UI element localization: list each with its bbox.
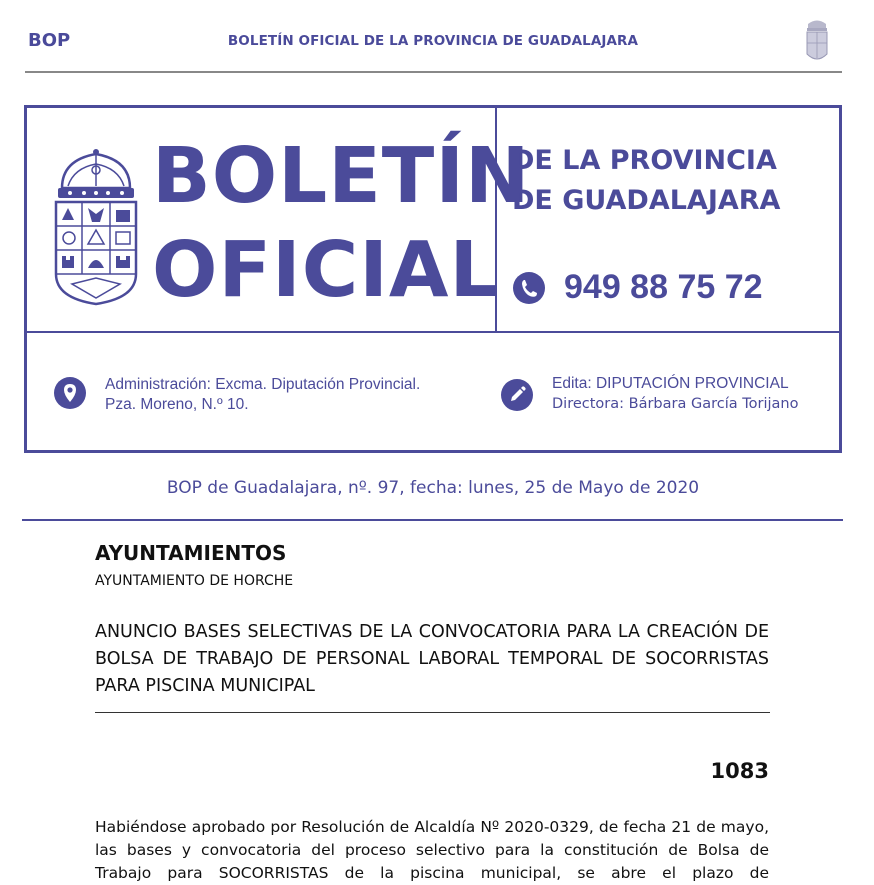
issue-rule xyxy=(22,519,843,521)
coat-of-arms-icon xyxy=(52,148,140,306)
announcement-number: 1083 xyxy=(710,759,769,783)
issue-line: BOP de Guadalajara, nº. 97, fecha: lunes, 25 de Mayo de 2020 xyxy=(166,478,700,498)
masthead-provincia-line2: DE GUADALAJARA xyxy=(512,185,781,216)
running-title: BOLETÍN OFICIAL DE LA PROVINCIA DE GUADALAJARA xyxy=(227,33,639,49)
pencil-icon xyxy=(501,379,533,411)
bop-mark: BOP xyxy=(28,30,71,51)
coat-of-arms-small-icon xyxy=(802,16,832,66)
header-rule xyxy=(25,71,842,73)
masthead-horizontal-divider xyxy=(27,331,839,333)
announcement-body: Habiéndose aprobado por Resolución de Alcaldía Nº 2020-0329, de fecha 21 de mayo, las bases y convocatoria del proceso selectivo para la constitución de Bolsa de Trabajo para SOCORRISTAS de la piscina municipal, se abre el plazo de xyxy=(95,818,769,882)
masthead-provincia-line1: DE LA PROVINCIA xyxy=(512,145,777,176)
masthead-boletin: BOLETÍN xyxy=(152,132,531,221)
phone-icon xyxy=(513,272,545,304)
section-subtitle: AYUNTAMIENTO DE HORCHE xyxy=(95,573,294,589)
admin-address-line2: Pza. Moreno, N.º 10. xyxy=(105,396,249,413)
editor-line2: Directora: Bárbara García Torijano xyxy=(552,396,799,412)
editor-line1: Edita: DIPUTACIÓN PROVINCIAL xyxy=(552,375,789,392)
phone-number: 949 88 75 72 xyxy=(564,268,763,306)
section-title: AYUNTAMIENTOS xyxy=(95,541,287,565)
masthead-oficial: OFICIAL xyxy=(152,226,500,315)
announcement-rule xyxy=(95,712,770,713)
location-pin-icon xyxy=(54,377,86,409)
admin-address-line1: Administración: Excma. Diputación Provincial. xyxy=(105,376,421,393)
announcement-title: ANUNCIO BASES SELECTIVAS DE LA CONVOCATORIA PARA LA CREACIÓN DE BOLSA DE TRABAJO DE PERSONAL LABORAL TEMPORAL DE SOCORRISTAS PARA PISCINA MUNICIPAL xyxy=(95,622,769,696)
